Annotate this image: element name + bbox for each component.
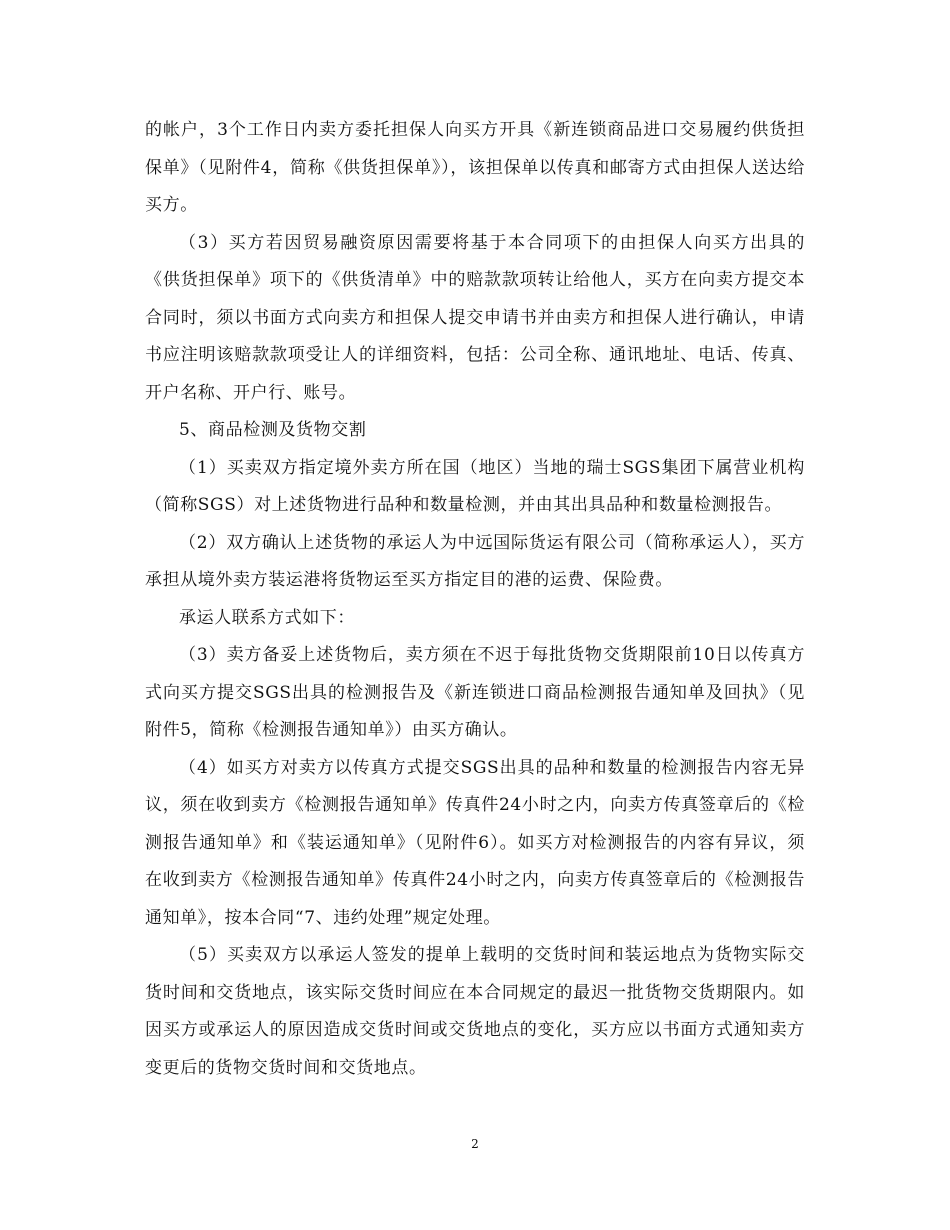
paragraph-account-guarantee: 的帐户，3个工作日内卖方委托担保人向买方开具《新连锁商品进口交易履约供货担保单》（见附件4，简称《供货担保单》），该担保单以传真和邮寄方式由担保人送达给买方。	[145, 120, 805, 215]
paragraph-inspection-5: （5）买卖双方以承运人签发的提单上载明的交货时间和装运地点为货物实际交货时间和交货地点，该实际交货时间应在本合同规定的最迟一批货物交货期限内。如因买方或承运人的原因造成交货时间或交货地点的变化，买方应以书面方式通知卖方变更后的货物交货时间和交货地点。	[145, 945, 805, 1078]
paragraph-carrier-contact: 承运人联系方式如下：	[179, 607, 355, 628]
section-heading-inspection-delivery: 5、商品检测及货物交割	[179, 420, 367, 440]
paragraph-inspection-4: （4）如买方对卖方以传真方式提交SGS出具的品种和数量的检测报告内容无异议，须在收到卖方《检测报告通知单》传真件24小时之内，向卖方传真签章后的《检测报告通知单》和《装运通知单》（见附件6）。如买方对检测报告的内容有异议，须在收到卖方《检测报告通知单》传真件24小时之内，向卖方传真签章后的《检测报告通知单》，按本合同“7、违约处理”规定处理。	[145, 757, 805, 928]
paragraph-item-3-transfer: （3）买方若因贸易融资原因需要将基于本合同项下的由担保人向买方出具的《供货担保单》项下的《供货清单》中的赔款款项转让给他人，买方在向卖方提交本合同时，须以书面方式向卖方和担保人提交申请书并由卖方和担保人进行确认，申请书应注明该赔款款项受让人的详细资料，包括：公司全称、通讯地址、电话、传真、开户名称、开户行、账号。	[145, 232, 805, 403]
document-body	[145, 112, 805, 1087]
paragraph-inspection-2: （2）双方确认上述货物的承运人为中远国际货运有限公司（简称承运人），买方承担从境外卖方装运港将货物运至买方指定目的港的运费、保险费。	[145, 532, 805, 590]
paragraph-inspection-3: （3）卖方备妥上述货物后，卖方须在不迟于每批货物交货期限前10日以传真方式向买方提交SGS出具的检测报告及《新连锁进口商品检测报告通知单及回执》（见附件5，简称《检测报告通知单》）由买方确认。	[145, 645, 805, 740]
paragraph-inspection-1: （1）买卖双方指定境外卖方所在国（地区）当地的瑞士SGS集团下属营业机构（简称SGS）对上述货物进行品种和数量检测，并由其出具品种和数量检测报告。	[145, 457, 805, 515]
page-number: 2	[471, 1137, 479, 1151]
